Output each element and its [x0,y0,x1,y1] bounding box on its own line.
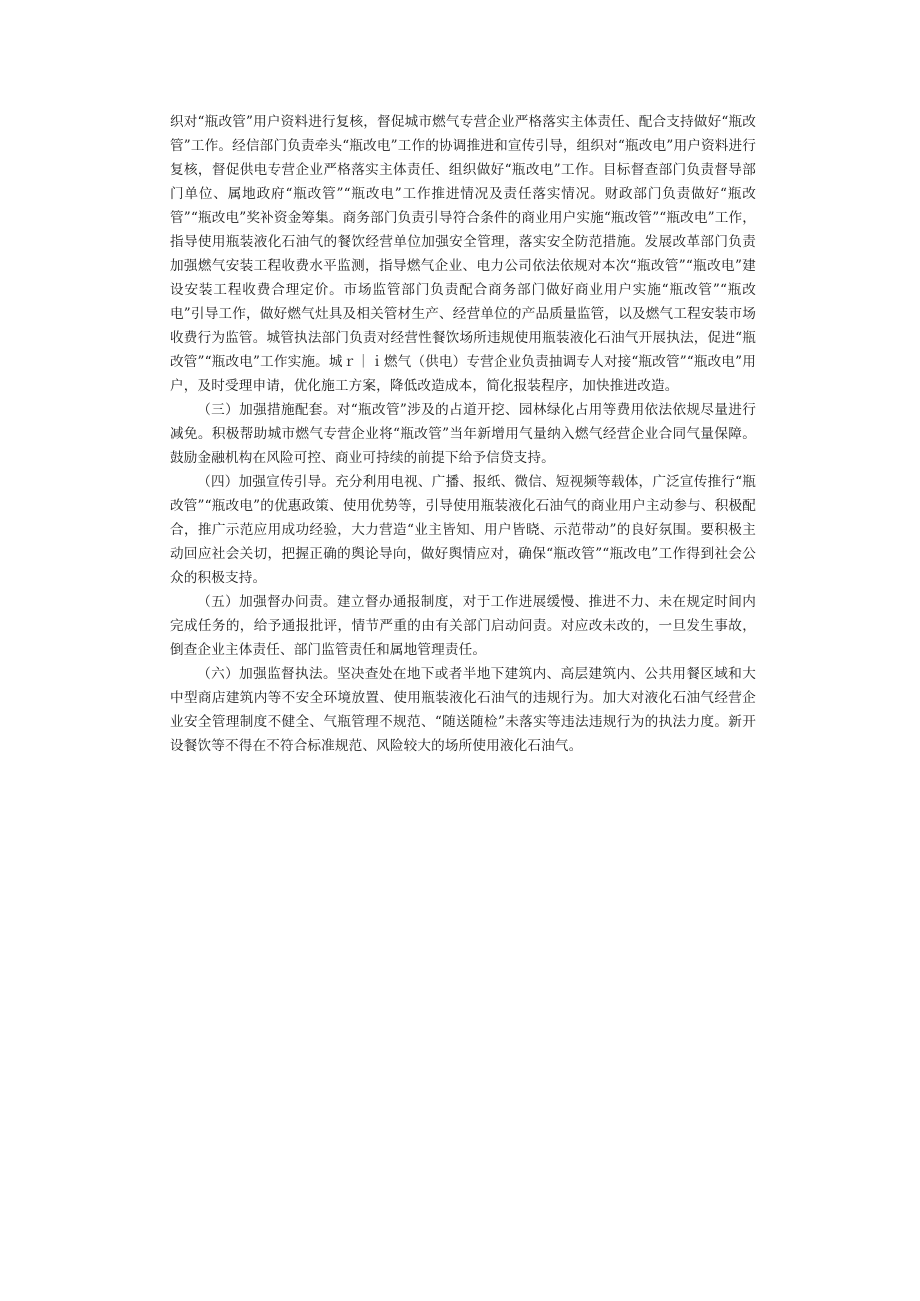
paragraph-supervision-accountability: （五）加强督办问责。建立督办通报制度，对于工作进展缓慢、推进不力、未在规定时间内完成任务的，给予通报批评，情节严重的由有关部门启动问责。对应改未改的，一旦发生事故，倒查企业主体责任、部门监管责任和属地管理责任。 [170,594,756,658]
paragraph-publicity-guidance: （四）加强宣传引导。充分利用电视、广播、报纸、微信、短视频等载体，广泛宣传推行“瓶改管”“瓶改电”的优惠政策、使用优势等，引导使用瓶装液化石油气的商业用户主动参与、积极配合，推广示范应用成功经验，大力营造“业主皆知、用户皆晓、示范带动”的良好氛围。要积极主动回应社会关切，把握正确的舆论导向，做好舆情应对，确保“瓶改管”“瓶改电”工作得到社会公众的积极支持。 [170,474,756,586]
paragraph-law-enforcement: （六）加强监督执法。坚决查处在地下或者半地下建筑内、高层建筑内、公共用餐区域和大中型商店建筑内等不安全环境放置、使用瓶装液化石油气的违规行为。加大对液化石油气经营企业安全管理制度不健全、气瓶管理不规范、“随送随检”未落实等违法违规行为的执法力度。新开设餐饮等不得在不符合标准规范、风险较大的场所使用液化石油气。 [170,666,756,754]
paragraph-continued-responsibilities: 织对“瓶改管”用户资料进行复核，督促城市燃气专营企业严格落实主体责任、配合支持做好“瓶改管”工作。经信部门负责牵头“瓶改电”工作的协调推进和宣传引导，组织对“瓶改电”用户资料进行复核，督促供电专营企业严格落实主体责任、组织做好“瓶改电”工作。目标督查部门负责督导部门单位、属地政府“瓶改管”“瓶改电”工作推进情况及责任落实情况。财政部门负责做好“瓶改管”“瓶改电”奖补资金筹集。商务部门负责引导符合条件的商业用户实施“瓶改管”“瓶改电”工作，指导使用瓶装液化石油气的餐饮经营单位加强安全管理，落实安全防范措施。发展改革部门负责加强燃气安装工程收费水平监测，指导燃气企业、电力公司依法依规对本次“瓶改管”“瓶改电”建设安装工程收费合理定价。市场监管部门负责配合商务部门做好商业用户实施“瓶改管”“瓶改电”引导工作，做好燃气灶具及相关管材生产、经营单位的产品质量监管，以及燃气工程安装市场收费行为监管。城管执法部门负责对经营性餐饮场所违规使用瓶装液化石油气开展执法，促进“瓶改管”“瓶改电”工作实施。城ｒ｜ｉ燃气（供电）专营企业负责抽调专人对接“瓶改管”“瓶改电”用户，及时受理申请，优化施工方案，降低改造成本，简化报装程序，加快推进改造。 [170,114,756,394]
paragraph-measures-support: （三）加强措施配套。对“瓶改管”涉及的占道开挖、园林绿化占用等费用依法依规尽量进行减免。积极帮助城市燃气专营企业将“瓶改管”当年新增用气量纳入燃气经营企业合同气量保障。鼓励金融机构在风险可控、商业可持续的前提下给予信贷支持。 [170,402,756,466]
document-page [170,110,756,758]
